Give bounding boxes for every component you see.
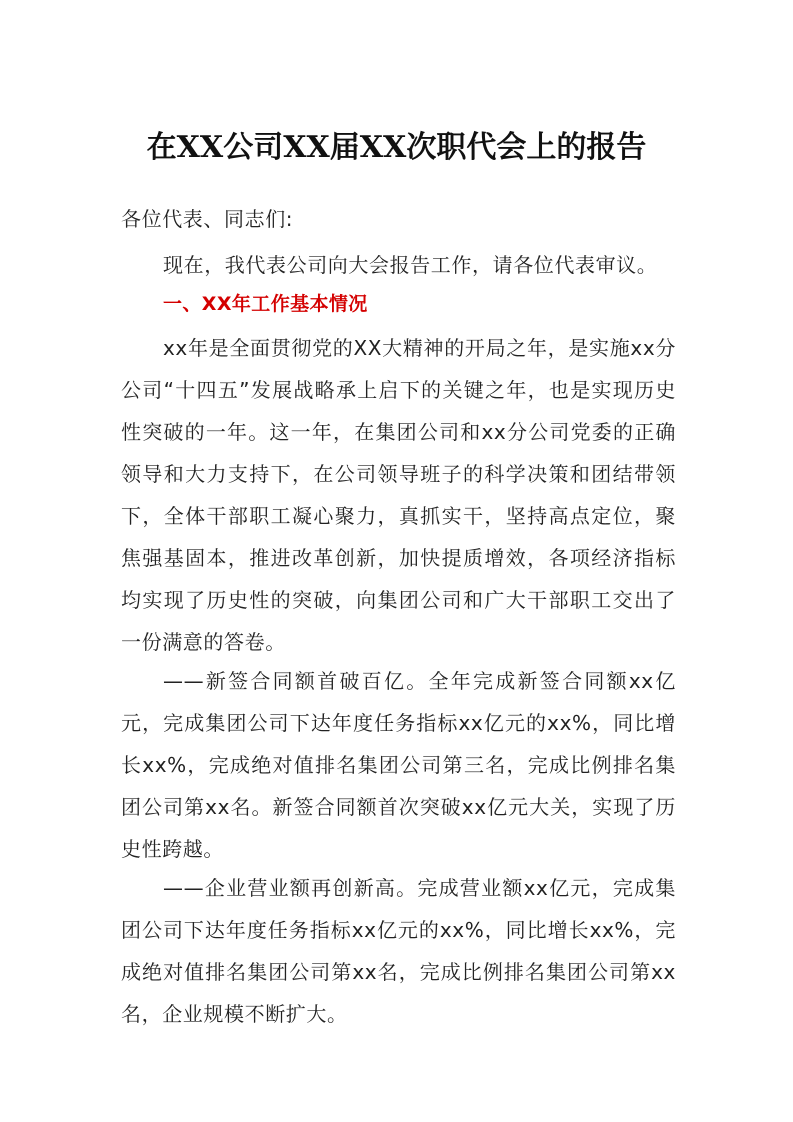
paragraph: xx年是全面贯彻党的XX大精神的开局之年，是实施xx分公司“十四五”发展战略承上启下的关键之年，也是实现历史性突破的一年。这一年，在集团公司和xx分公司党委的正确领导和大力支持下，在公司领导班子的科学决策和团结带领下，全体干部职工凝心聚力，真抓实干，坚持高点定位，聚焦强基固本，推进改革创新，加快提质增效，各项经济指标均实现了历史性的突破，向集团公司和广大干部职工交出了一份满意的答卷。 [121, 336, 676, 654]
document-title: 在XX公司XX届XX次职代会上的报告 [146, 130, 647, 165]
paragraph: ——新签合同额首破百亿。全年完成新签合同额xx亿元，完成集团公司下达年度任务指标xx亿元的xx%，同比增长xx%，完成绝对值排名集团公司第三名，完成比例排名集团公司第xx名。新签合同额首次突破xx亿元大关，实现了历史性跨越。 [121, 669, 676, 861]
intro-paragraph: 现在，我代表公司向大会报告工作，请各位代表审议。 [163, 253, 658, 277]
salutation: 各位代表、同志们: [121, 207, 294, 231]
section-heading: 一、XX年工作基本情况 [163, 293, 368, 315]
paragraph: ——企业营业额再创新高。完成营业额xx亿元，完成集团公司下达年度任务指标xx亿元的xx%，同比增长xx%，完成绝对值排名集团公司第xx名，完成比例排名集团公司第xx名，企业规模不断扩大。 [121, 876, 676, 1026]
